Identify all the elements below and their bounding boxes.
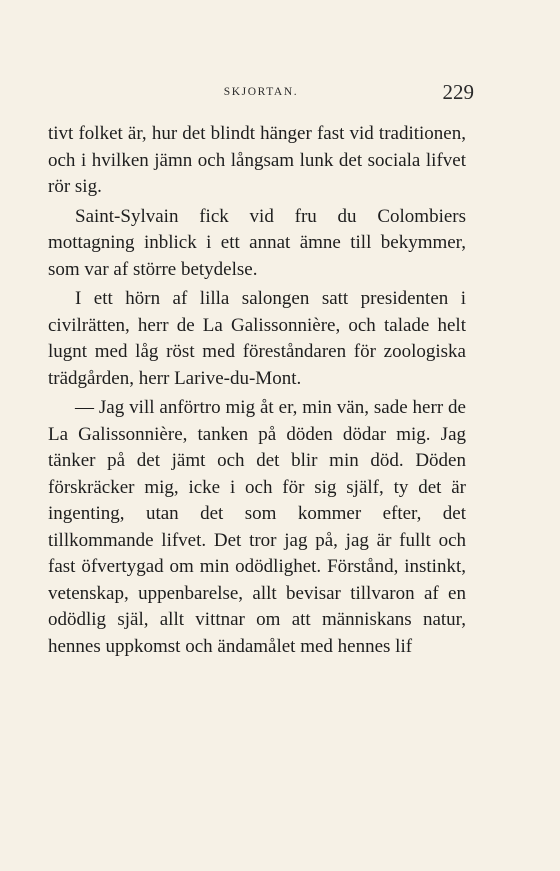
paragraph: Saint-Sylvain fick vid fru du Colombiers mottagning inblick i ett annat ämne till bekymmer, som var af större betydelse.	[48, 205, 466, 280]
page-number: 229	[442, 80, 474, 104]
running-head: SKJORTAN.	[223, 86, 299, 98]
paragraph-continuation: tivt folket är, hur det blindt hänger fast vid traditionen, och i hvilken jämn och långsam lunk det sociala lifvet rör sig.	[48, 123, 466, 197]
page-header	[48, 80, 474, 110]
paragraph: I ett hörn af lilla salongen satt presidenten i civilrätten, herr de La Galissonnière, och talade helt lugnt med låg röst med föreståndaren för zoologiska trädgården, herr Larive-du-Mont.	[48, 288, 466, 389]
paragraph-dialogue: — Jag vill anförtro mig åt er, min vän, sade herr de La Galissonnière, tanken på döden dödar mig. Jag tänker på det jämt och det blir min död. Döden förskräcker mig, icke i och för sig själf, ty det är ingenting, utan det som kommer efter, det tillkommande lifvet. Det tror jag på, jag är fullt och fast öfvertygad om min odödlighet. Förstånd, instinkt, vetenskap, uppenbarelse, allt bevisar tillvaron af en odödlig själ, allt vittnar om att människans natur, hennes uppkomst och ändamålet med hennes lif	[48, 397, 466, 657]
body-text	[48, 121, 466, 660]
